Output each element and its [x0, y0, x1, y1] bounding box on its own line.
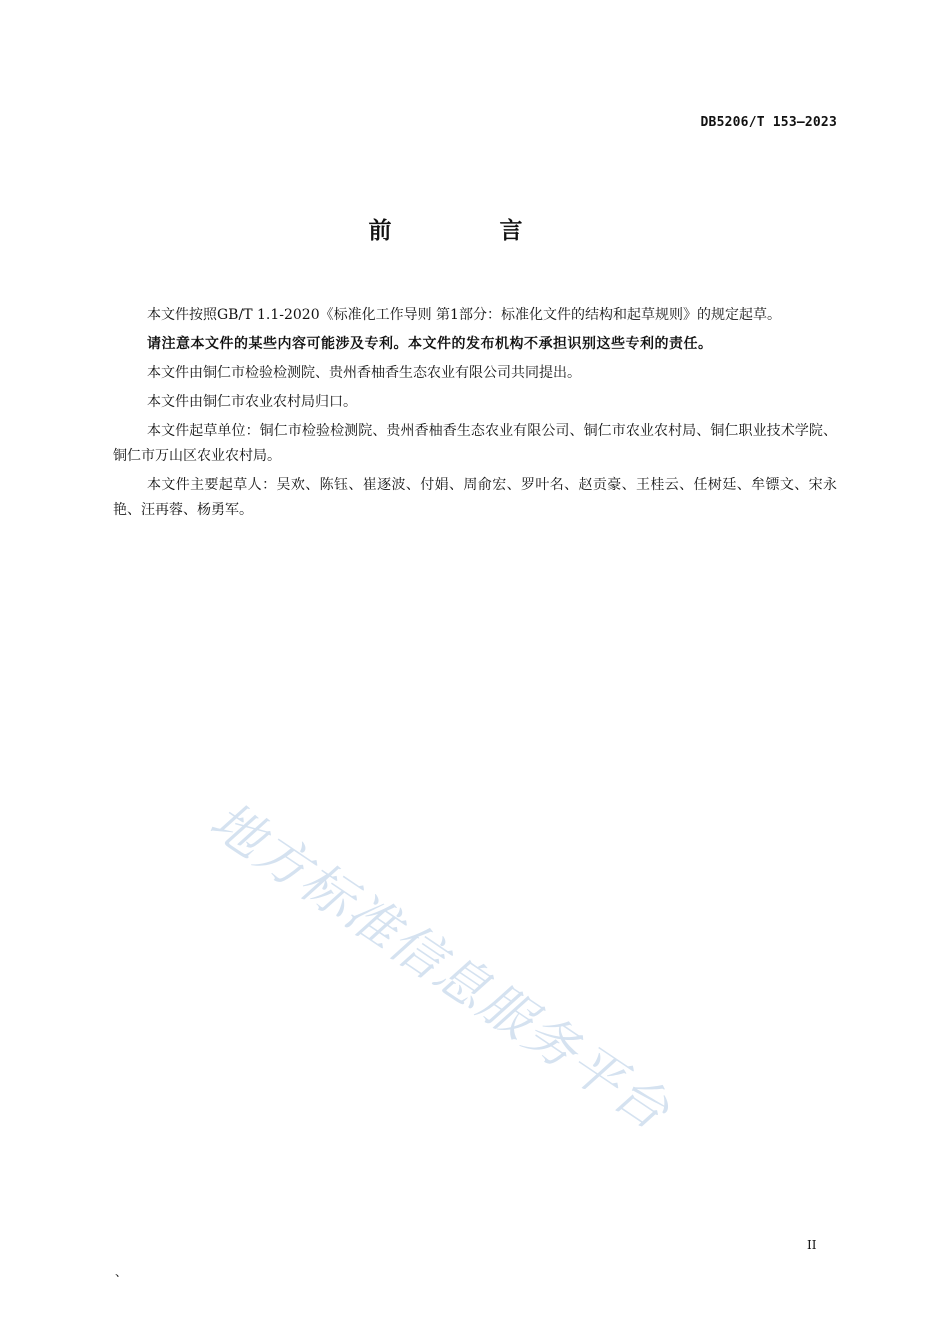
paragraph-proposer: 本文件由铜仁市检验检测院、贵州香柚香生态农业有限公司共同提出。: [147, 365, 581, 381]
standard-code: DB5206/T 153—2023: [700, 115, 837, 130]
page-title: 前 言: [368, 218, 573, 244]
paragraph-patent-notice: 请注意本文件的某些内容可能涉及专利。本文件的发布机构不承担识别这些专利的责任。: [147, 336, 713, 352]
page-number: II: [807, 1238, 817, 1252]
paragraph-drafting-basis: 本文件按照GB/T 1.1-2020《标准化工作导则 第1部分：标准化文件的结构和起草规则》的规定起草。: [147, 307, 781, 323]
foreword-body: [113, 303, 837, 527]
corner-mark: 、: [115, 1265, 128, 1279]
paragraph-drafting-units: 本文件起草单位：铜仁市检验检测院、贵州香柚香生态农业有限公司、铜仁市农业农村局、铜仁职业技术学院、铜仁市万山区农业农村局。: [113, 423, 837, 464]
paragraph-administrator: 本文件由铜仁市农业农村局归口。: [147, 394, 357, 410]
watermark: 地方标准信息服务平台: [199, 790, 681, 1143]
paragraph-drafters: 本文件主要起草人：吴欢、陈钰、崔逐波、付娟、周俞宏、罗叶名、赵贡豪、王桂云、任树廷、牟镖文、宋永艳、汪再蓉、杨勇军。: [113, 477, 837, 518]
